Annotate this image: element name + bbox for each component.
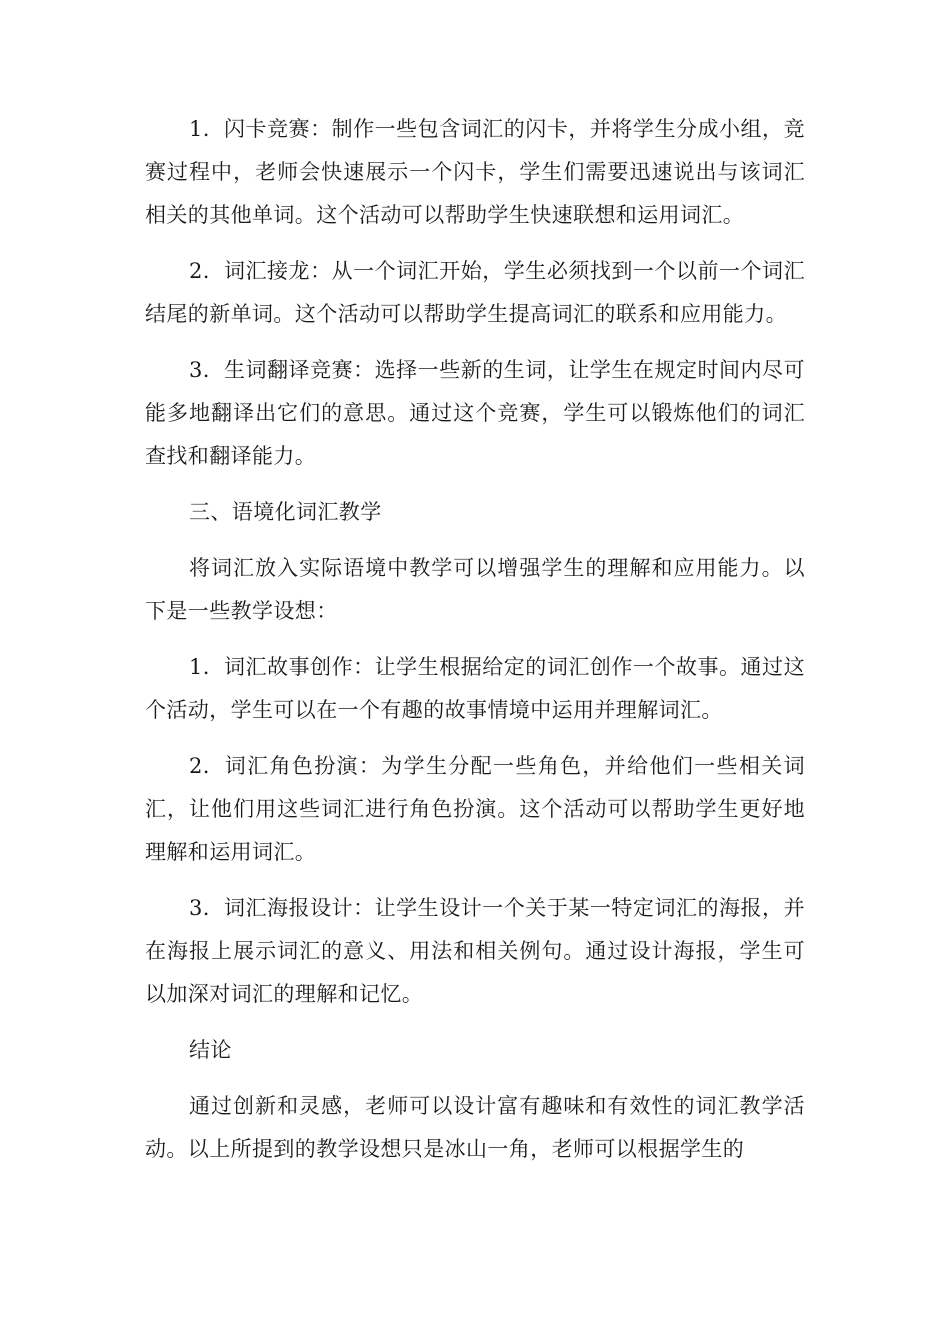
body-paragraph-conclusion: 通过创新和灵感，老师可以设计富有趣味和有效性的词汇教学活动。以上所提到的教学设想只是冰山一角，老师可以根据学生的 (145, 1094, 805, 1161)
body-paragraph-intro: 将词汇放入实际语境中教学可以增强学生的理解和应用能力。以下是一些教学设想： (145, 556, 805, 623)
item-number: 2. (189, 259, 210, 283)
list-item-word-chain (145, 250, 805, 336)
document-body (145, 108, 805, 1184)
list-item-story-writing (145, 646, 805, 732)
section-heading-conclusion: 结论 (189, 1038, 232, 1062)
item-text: 词汇角色扮演：为学生分配一些角色，并给他们一些相关词汇，让他们用这些词汇进行角色扮演。这个活动可以帮助学生更好地理解和运用词汇。 (145, 754, 805, 864)
list-item-flashcard-contest (145, 108, 805, 237)
item-text: 词汇故事创作：让学生根据给定的词汇创作一个故事。通过这个活动，学生可以在一个有趣的故事情境中运用并理解词汇。 (145, 655, 805, 722)
list-item-role-play (145, 745, 805, 874)
item-number: 3. (189, 896, 210, 920)
item-text: 生词翻译竞赛：选择一些新的生词，让学生在规定时间内尽可能多地翻译出它们的意思。通过这个竞赛，学生可以锻炼他们的词汇查找和翻译能力。 (145, 358, 805, 468)
item-text: 闪卡竞赛：制作一些包含词汇的闪卡，并将学生分成小组，竞赛过程中，老师会快速展示一个闪卡，学生们需要迅速说出与该词汇相关的其他单词。这个活动可以帮助学生快速联想和运用词汇。 (145, 117, 805, 227)
item-number: 2. (189, 754, 210, 778)
item-text: 词汇接龙：从一个词汇开始，学生必须找到一个以前一个词汇结尾的新单词。这个活动可以帮助学生提高词汇的联系和应用能力。 (145, 259, 805, 326)
item-text: 词汇海报设计：让学生设计一个关于某一特定词汇的海报，并在海报上展示词汇的意义、用法和相关例句。通过设计海报，学生可以加深对词汇的理解和记忆。 (145, 896, 805, 1006)
item-number: 3. (189, 358, 210, 382)
list-item-poster-design (145, 887, 805, 1016)
section-heading-contextual-teaching: 三、语境化词汇教学 (189, 500, 382, 524)
item-number: 1. (189, 655, 210, 679)
item-number: 1. (189, 117, 210, 141)
list-item-translation-contest (145, 349, 805, 478)
